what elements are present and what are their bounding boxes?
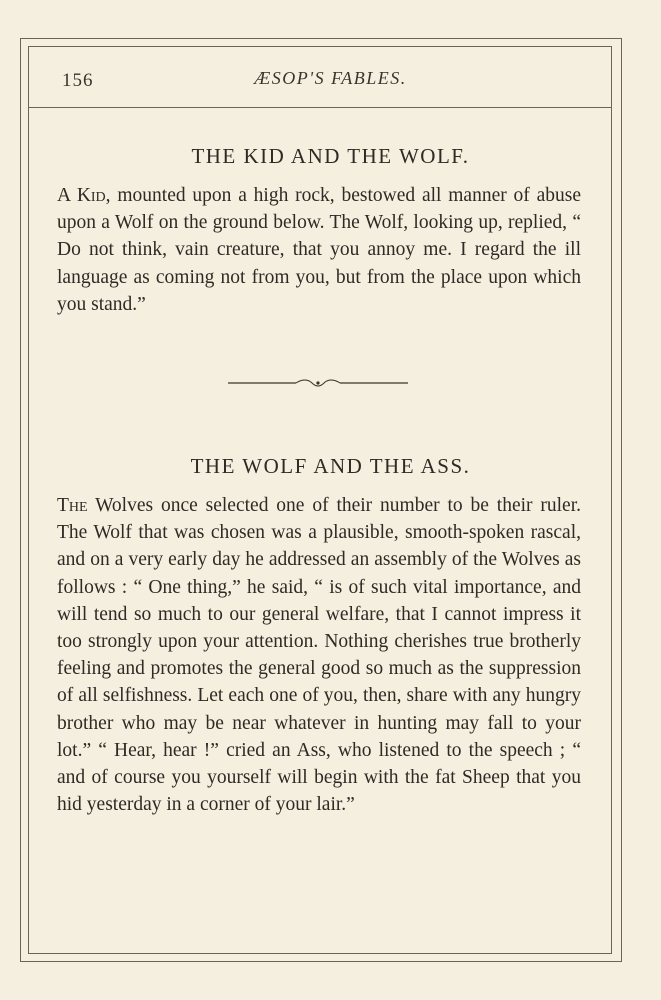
- fable-title-wolf-and-ass: THE WOLF AND THE ASS.: [190, 454, 471, 478]
- fable-text: mounted upon a high rock, bestowed all manner of abuse upon a Wolf on the ground below. The Wolf, looking up, replied, “ Do not think, vain creature, that you annoy me. I regard the ill language as coming not from you, but from the place upon which you stand.”: [57, 185, 581, 315]
- section-divider-ornament: [228, 376, 408, 390]
- fable-body-wolf-and-ass: [57, 492, 581, 818]
- header-rule: [28, 107, 611, 108]
- fable-lead-word: A Kid,: [57, 185, 111, 206]
- fable-lead-word: The: [57, 495, 88, 516]
- fable-text: Wolves once selected one of their number to be their ruler. The Wolf that was chosen was a plausible, smooth-spoken rascal, and on a very early day he addressed an assembly of the Wolves as follows : “ One thing,” he said, “ is of such vital importance, and will tend so much to our general welfare, that I cannot impress it too strongly upon your attention. Nothing cherishes true brotherly feeling and promotes the general good so much as the suppression of all selfishness. Let each one of you, then, share with any hungry brother who may be near whatever in hunting may fall to your lot.” “ Hear, hear !” cried an Ass, who listened to the speech ; “ and of course you yourself will begin with the fat Sheep that you hid yesterday in a corner of your lair.”: [57, 495, 581, 816]
- page-number: 156: [62, 70, 94, 91]
- running-title: ÆSOP'S FABLES.: [254, 68, 407, 88]
- fable-title-kid-and-wolf: THE KID AND THE WOLF.: [191, 144, 470, 168]
- fable-body-kid-and-wolf: [57, 182, 581, 318]
